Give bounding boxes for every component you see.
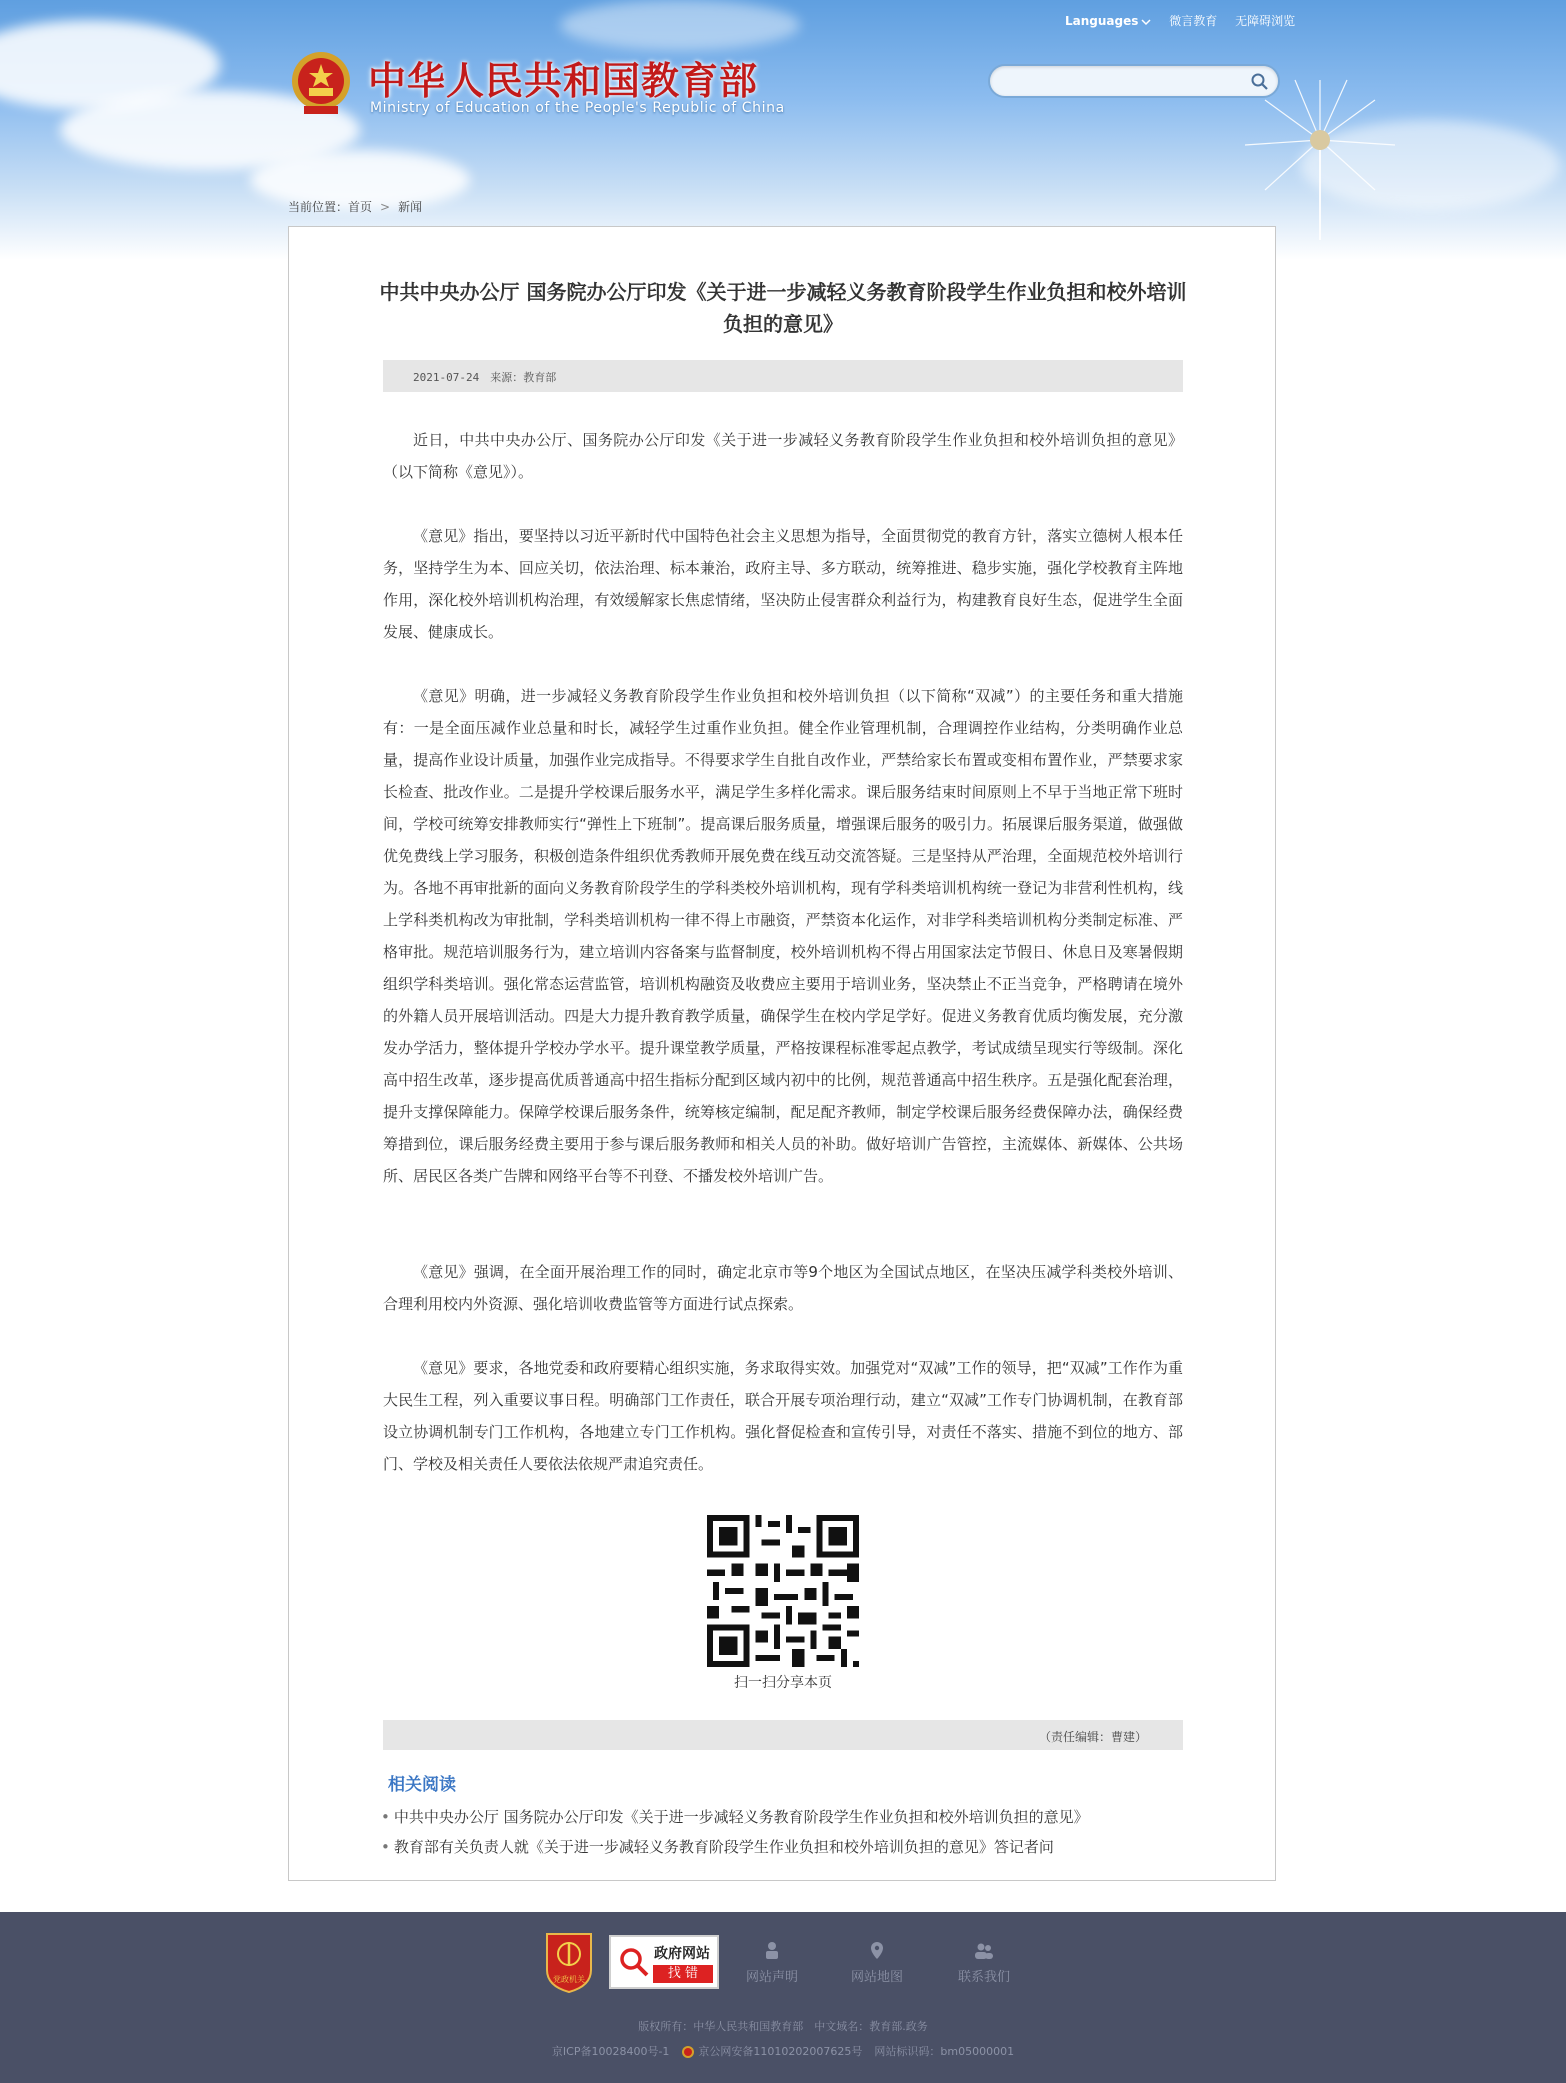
breadcrumb-prefix: 当前位置： [288, 200, 349, 214]
related-link[interactable] [381, 1806, 1089, 1827]
gov-find-error-button[interactable] [609, 1935, 719, 1989]
emblem-icon [290, 50, 352, 116]
accessibility-link[interactable]: 无障碍浏览 [1235, 14, 1296, 28]
qr-caption: 扫一扫分享本页 [734, 1675, 832, 1691]
police-record-text: 京公网安备11010202007625号 [698, 2045, 863, 2058]
breadcrumb-current[interactable]: 新闻 [398, 200, 423, 214]
article-paragraph: 《意见》指出，要坚持以习近平新时代中国特色社会主义思想为指导，全面贯彻党的教育方针，落实立德树人根本任务，坚持学生为本、回应关切，依法治理、标本兼治，政府主导、多方联动，统筹推进、稳步实施，强化学校教育主阵地作用，深化校外培训机构治理，有效缓解家长焦虑情绪，坚决防止侵害群众利益行为，构建教育良好生态，促进学生全面发展、健康成长。 [383, 527, 1183, 641]
search-input[interactable] [1004, 71, 1238, 93]
responsible-editor: （责任编辑：曹建） [1038, 1730, 1147, 1744]
article-meta: 2021-07-24 来源：教育部 [413, 371, 557, 384]
article-meta-bar [383, 360, 1183, 392]
breadcrumb [288, 198, 422, 215]
top-links [1065, 12, 1309, 29]
footer-link-label: 网站声明 [745, 1970, 798, 1985]
weibo-link[interactable]: 微言教育 [1169, 14, 1218, 28]
qr-code [707, 1515, 859, 1667]
footer-link-contact[interactable] [944, 1940, 1024, 1985]
search-box [988, 64, 1280, 98]
article-paragraph: 《意见》要求，各地党委和政府要精心组织实施，务求取得实效。加强党对“双减”工作的领导，把“双减”工作作为重大民生工程，列入重要议事日程。明确部门工作责任，联合开展专项治理行动，建立“双减”工作专门协调机制，在教育部设立协调机制专门工作机构，各地建立专门工作机构。强化督促检查和宣传引导，对责任不落实、措施不到位的地方、部门、学校及相关责任人要依法依规严肃追究责任。 [383, 1359, 1183, 1473]
gov-find-error-bottom: 找 错 [653, 1965, 713, 1983]
chevron-down-icon [1141, 18, 1151, 26]
party-badge-label: 党政机关 [553, 1975, 585, 1984]
party-badge-icon[interactable] [543, 1930, 595, 1994]
copyright: 版权所有：中华人民共和国教育部 中文域名：教育部.政务 [638, 2020, 928, 2033]
site-title[interactable]: 中华人民共和国教育部 [368, 59, 759, 103]
contact-icon [973, 1940, 995, 1962]
site-code: 网站标识码：bm05000001 [874, 2045, 1015, 2058]
police-badge-icon [681, 2045, 695, 2059]
site-subtitle: Ministry of Education of the People's Republic of China [370, 100, 785, 116]
languages-menu[interactable] [1065, 14, 1151, 28]
police-record[interactable] [681, 2045, 862, 2058]
editor-bar [383, 1720, 1183, 1750]
related-link-text[interactable]: 中共中央办公厅 国务院办公厅印发《关于进一步减轻义务教育阶段学生作业负担和校外培训负担的意见》 [393, 1808, 1089, 1826]
article-title: 中共中央办公厅 国务院办公厅印发《关于进一步减轻义务教育阶段学生作业负担和校外培训负担的意见》 [379, 280, 1187, 336]
footer-link-label: 网站地图 [850, 1970, 903, 1985]
article-paragraph: 《意见》明确，进一步减轻义务教育阶段学生作业负担和校外培训负担（以下简称“双减”）的主要任务和重大措施有：一是全面压减作业总量和时长，减轻学生过重作业负担。健全作业管理机制，合理调控作业结构，分类明确作业总量，提高作业设计质量，加强作业完成指导。不得要求学生自批自改作业，严禁给家长布置或变相布置作业，严禁要求家长检查、批改作业。二是提升学校课后服务水平，满足学生多样化需求。课后服务结束时间原则上不早于当地正常下班时间，学校可统筹安排教师实行“弹性上下班制”。提高课后服务质量，增强课后服务的吸引力。拓展课后服务渠道，做强做优免费线上学习服务，积极创造条件组织优秀教师开展免费在线互动交流答疑。三是坚持从严治理，全面规范校外培训行为。各地不再审批新的面向义务教育阶段学生的学科类校外培训机构，现有学科类培训机构统一登记为非营利性机构，线上学科类机构改为审批制，学科类培训机构一律不得上市融资，严禁资本化运作，对非学科类培训机构分类制定标准、严格审批。规范培训服务行为，建立培训内容备案与监督制度，校外培训机构不得占用国家法定节假日、休息日及寒暑假期组织学科类培训。强化常态运营监管，培训机构融资及收费应主要用于培训业务，坚决禁止不正当竞争，严格聘请在境外的外籍人员开展培训活动。四是大力提升教育教学质量，确保学生在校内学足学好。促进义务教育优质均衡发展，充分激发办学活力，整体提升学校办学水平。提升课堂教学质量，严格按课程标准零起点教学，考试成绩呈现实行等级制。深化高中招生改革，逐步提高优质普通高中招生指标分配到区域内初中的比例，规范普通高中招生秩序。五是强化配套治理，提升支撑保障能力。保障学校课后服务条件，统筹核定编制，配足配齐教师，制定学校课后服务经费保障办法，确保经费筹措到位，课后服务经费主要用于参与课后服务教师和相关人员的补助。做好培训广告管控，主流媒体、新媒体、公共场所、居民区各类广告牌和网络平台等不刊登、不播发校外培训广告。 [383, 687, 1183, 1185]
bullet: • [381, 1838, 390, 1856]
footer-link-label: 联系我们 [957, 1970, 1010, 1985]
icp-number[interactable]: 京ICP备10028400号-1 [551, 2045, 670, 2058]
related-link-text[interactable]: 教育部有关负责人就《关于进一步减轻义务教育阶段学生作业负担和校外培训负担的意见》答记者问 [393, 1838, 1054, 1856]
bullet: • [381, 1808, 390, 1826]
related-link[interactable] [381, 1836, 1054, 1857]
header-banner [0, 0, 1566, 260]
languages-label: Languages [1065, 14, 1139, 28]
icp-line [0, 2043, 1566, 2059]
cloud-decoration [560, 0, 800, 50]
related-reading-title: 相关阅读 [388, 1775, 456, 1795]
breadcrumb-home[interactable]: 首页 [348, 200, 373, 214]
article-paragraph: 《意见》强调，在全面开展治理工作的同时，确定北京市等9个地区为全国试点地区，在坚决压减学科类校外培训、合理利用校内外资源、强化培训收费监管等方面进行试点探索。 [383, 1263, 1183, 1313]
statement-icon [761, 1940, 783, 1962]
footer-link-statement[interactable] [732, 1940, 812, 1985]
gov-find-error-top: 政府网站 [654, 1946, 710, 1962]
search-icon[interactable] [1250, 72, 1270, 92]
footer-link-sitemap[interactable] [837, 1940, 917, 1985]
magnifier-icon [617, 1945, 651, 1979]
map-pin-icon [866, 1940, 888, 1962]
breadcrumb-separator: > [380, 200, 391, 214]
article-paragraph: 近日，中共中央办公厅、国务院办公厅印发《关于进一步减轻义务教育阶段学生作业负担和校外培训负担的意见》（以下简称《意见》）。 [383, 431, 1183, 481]
